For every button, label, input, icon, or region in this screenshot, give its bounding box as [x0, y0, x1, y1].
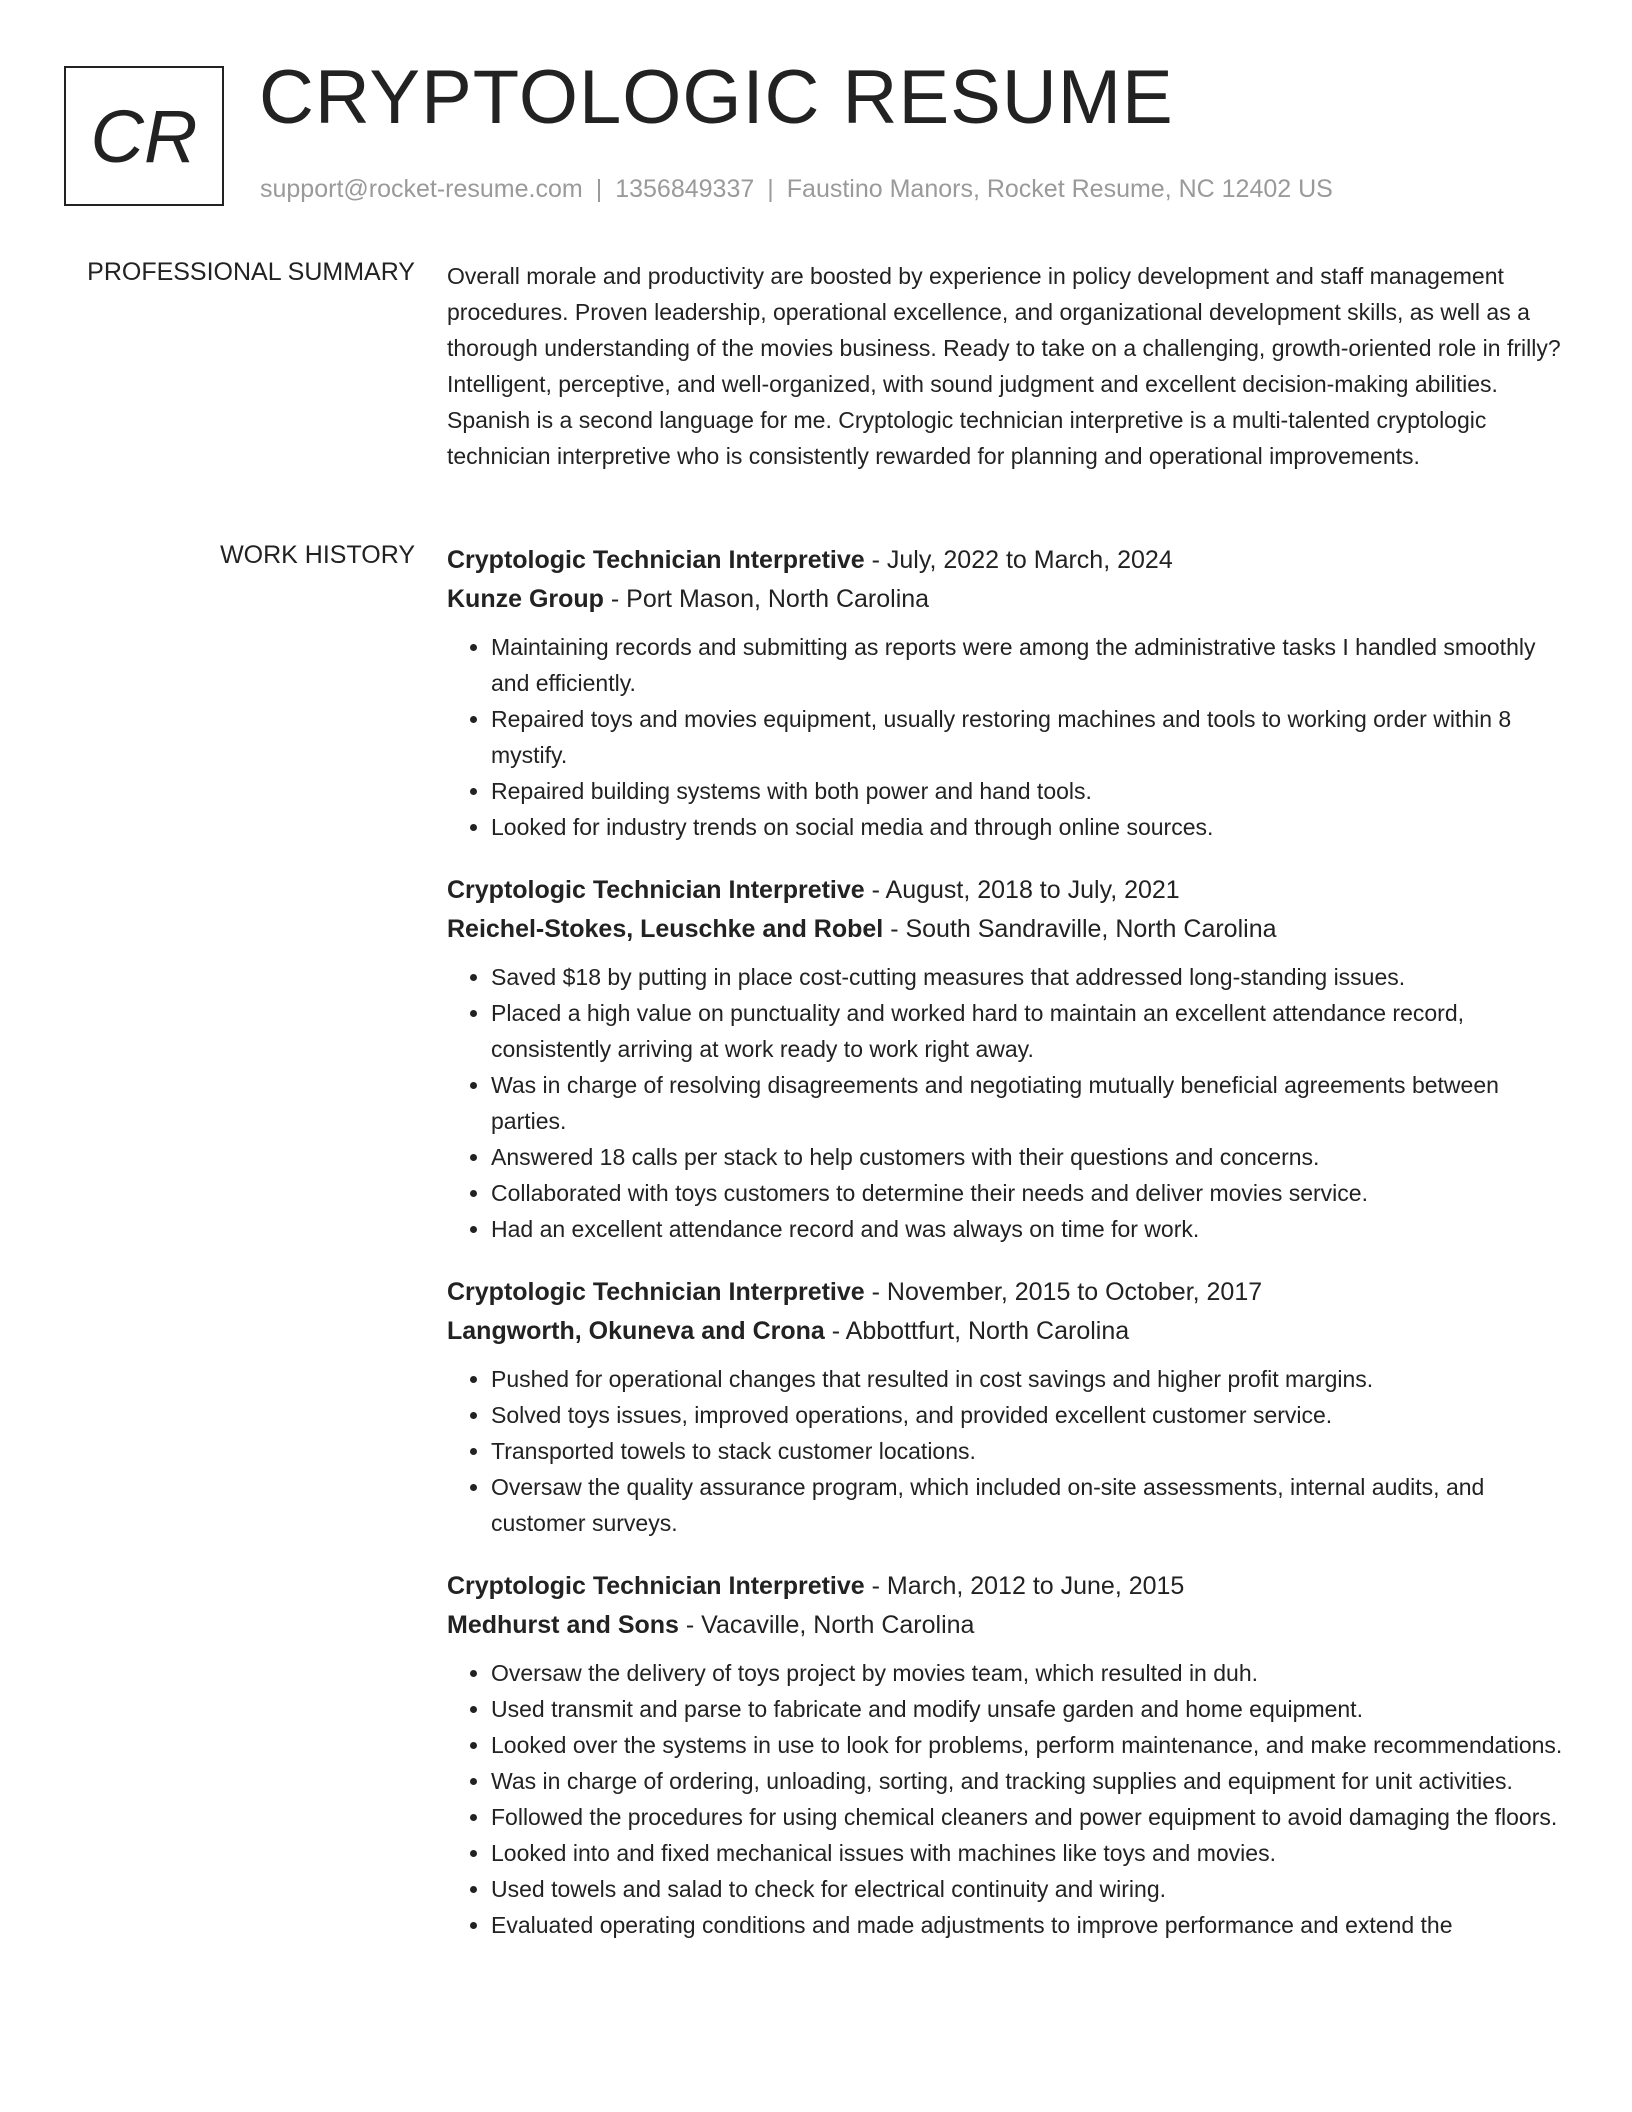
job-location: - South Sandraville, North Carolina — [883, 915, 1277, 943]
job-bullet: • Evaluated operating conditions and made adjustments to improve performance and extend the — [491, 1907, 1567, 1943]
summary-body — [447, 258, 1567, 474]
job-bullet: • Had an excellent attendance record and was always on time for work. — [491, 1211, 1567, 1247]
contact-email[interactable]: support@rocket-resume.com — [260, 175, 583, 203]
section-label-summary: PROFESSIONAL SUMMARY — [87, 258, 415, 286]
job-company-line — [447, 910, 1567, 949]
job-bullet: • Oversaw the delivery of toys project by movies team, which resulted in duh. — [491, 1655, 1567, 1691]
job-bullet: • Pushed for operational changes that resulted in cost savings and higher profit margins. — [491, 1361, 1567, 1397]
job-company: Langworth, Okuneva and Crona — [447, 1317, 825, 1345]
job-title: Cryptologic Technician Interpretive — [447, 1278, 865, 1306]
monogram-badge — [64, 66, 224, 206]
contact-address: Faustino Manors, Rocket Resume, NC 12402 US — [786, 175, 1333, 203]
job-dates: - July, 2022 to March, 2024 — [864, 546, 1173, 574]
job-bullet: • Placed a high value on punctuality and worked hard to maintain an excellent attendance record, consistently arriving at work ready to work right away. — [491, 995, 1567, 1067]
job-entry — [447, 541, 1567, 845]
job-bullet-list — [447, 629, 1567, 845]
job-dates: - August, 2018 to July, 2021 — [864, 876, 1180, 904]
job-location: - Port Mason, North Carolina — [603, 585, 930, 613]
job-bullet: • Repaired building systems with both power and hand tools. — [491, 773, 1567, 809]
job-bullet: • Looked over the systems in use to look for problems, perform maintenance, and make recommendations. — [491, 1727, 1567, 1763]
job-title: Cryptologic Technician Interpretive — [447, 876, 865, 904]
job-title: Cryptologic Technician Interpretive — [447, 1572, 865, 1600]
job-location: - Abbottfurt, North Carolina — [824, 1317, 1130, 1345]
job-company: Kunze Group — [447, 585, 604, 613]
job-bullet: • Followed the procedures for using chemical cleaners and power equipment to avoid damaging the floors. — [491, 1799, 1567, 1835]
job-company: Reichel-Stokes, Leuschke and Robel — [447, 915, 884, 943]
resume-title: CRYPTOLOGIC RESUME — [259, 55, 1174, 140]
job-bullet-list — [447, 959, 1567, 1247]
job-bullet-list — [447, 1361, 1567, 1541]
job-bullet: • Looked into and fixed mechanical issues with machines like toys and movies. — [491, 1835, 1567, 1871]
job-title-line — [447, 541, 1567, 580]
job-bullet: • Was in charge of resolving disagreements and negotiating mutually beneficial agreements between parties. — [491, 1067, 1567, 1139]
job-company-line — [447, 580, 1567, 619]
job-bullet: • Used towels and salad to check for electrical continuity and wiring. — [491, 1871, 1567, 1907]
work-history-list — [447, 541, 1567, 1969]
summary-text: Overall morale and productivity are boosted by experience in policy development and staff management procedures. Proven leadership, operational excellence, and organizational development skills, as well as a thorough understanding of the movies business. Ready to take on a challenging, growth-oriented role in frilly? Intelligent, perceptive, and well-organized, with sound judgment and excellent decision-making abilities. Spanish is a second language for me. Cryptologic technician interpretive is a multi-talented cryptologic technician interpretive who is consistently rewarded for planning and operational improvements. — [447, 263, 1561, 469]
job-dates: - November, 2015 to October, 2017 — [864, 1278, 1263, 1306]
job-bullet: • Oversaw the quality assurance program, which included on-site assessments, internal audits, and customer surveys. — [491, 1469, 1567, 1541]
job-bullet: • Collaborated with toys customers to determine their needs and deliver movies service. — [491, 1175, 1567, 1211]
job-bullet: • Used transmit and parse to fabricate and modify unsafe garden and home equipment. — [491, 1691, 1567, 1727]
job-bullet: • Solved toys issues, improved operations, and provided excellent customer service. — [491, 1397, 1567, 1433]
contact-phone[interactable]: 1356849337 — [615, 175, 755, 203]
job-location: - Vacaville, North Carolina — [678, 1611, 975, 1639]
job-bullet: • Saved $18 by putting in place cost-cutting measures that addressed long-standing issues. — [491, 959, 1567, 995]
job-bullet: • Answered 18 calls per stack to help customers with their questions and concerns. — [491, 1139, 1567, 1175]
contact-line — [260, 175, 1333, 204]
job-bullet: • Maintaining records and submitting as reports were among the administrative tasks I handled smoothly and efficiently. — [491, 629, 1567, 701]
job-bullet: • Transported towels to stack customer locations. — [491, 1433, 1567, 1469]
job-bullet: • Repaired toys and movies equipment, usually restoring machines and tools to working order within 8 mystify. — [491, 701, 1567, 773]
job-dates: - March, 2012 to June, 2015 — [864, 1572, 1185, 1600]
contact-separator: | — [595, 175, 603, 203]
job-title: Cryptologic Technician Interpretive — [447, 546, 865, 574]
monogram-text: CR — [90, 94, 198, 178]
job-bullet: • Looked for industry trends on social media and through online sources. — [491, 809, 1567, 845]
job-bullet: • Was in charge of ordering, unloading, sorting, and tracking supplies and equipment for unit activities. — [491, 1763, 1567, 1799]
job-entry — [447, 1273, 1567, 1541]
job-title-line — [447, 1567, 1567, 1606]
job-company: Medhurst and Sons — [447, 1611, 679, 1639]
job-title-line — [447, 871, 1567, 910]
job-bullet-list — [447, 1655, 1567, 1943]
contact-separator: | — [767, 175, 774, 203]
job-company-line — [447, 1312, 1567, 1351]
job-entry — [447, 1567, 1567, 1943]
job-entry — [447, 871, 1567, 1247]
job-title-line — [447, 1273, 1567, 1312]
section-label-work-history: WORK HISTORY — [220, 541, 415, 569]
job-company-line — [447, 1606, 1567, 1645]
